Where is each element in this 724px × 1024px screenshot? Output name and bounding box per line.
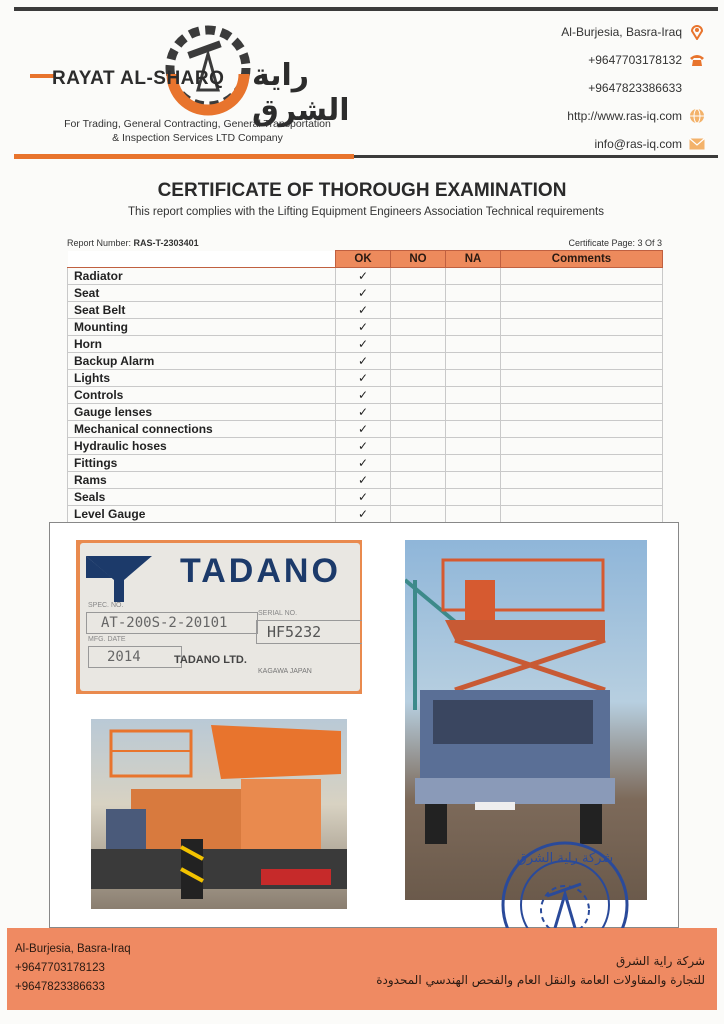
cell-comments: [501, 489, 663, 506]
cell-na: [446, 302, 501, 319]
table-row: [68, 353, 663, 370]
table-row: [68, 370, 663, 387]
cell-item: Level Gauge: [68, 506, 336, 523]
footer-phone-2: +9647823386633: [15, 981, 105, 993]
table-row: [68, 455, 663, 472]
cell-na: [446, 455, 501, 472]
cell-comments: [501, 336, 663, 353]
crane-truck-illustration: [91, 719, 347, 909]
nameplate-spec-label: SPEC. NO.: [88, 602, 124, 609]
stamp-text-ar: شركة راية الشرق: [516, 851, 614, 866]
cell-na: [446, 506, 501, 523]
cell-ok: ✓: [336, 472, 391, 489]
cell-na: [446, 489, 501, 506]
report-number-label: Report Number:: [67, 238, 132, 248]
globe-icon: [688, 107, 706, 125]
table-row: [68, 472, 663, 489]
tadano-logo-icon: [84, 554, 154, 604]
cell-item: Seals: [68, 489, 336, 506]
cell-ok: ✓: [336, 302, 391, 319]
cell-item: Lights: [68, 370, 336, 387]
address-text: Al-Burjesia, Basra-Iraq: [561, 25, 682, 39]
cell-comments: [501, 268, 663, 285]
cell-na: [446, 336, 501, 353]
phone-2-text: +9647823386633: [588, 81, 682, 95]
cell-comments: [501, 438, 663, 455]
table-row: [68, 336, 663, 353]
cell-no: [391, 353, 446, 370]
cell-ok: ✓: [336, 438, 391, 455]
nameplate-maker: TADANO LTD.: [174, 654, 247, 666]
cell-no: [391, 455, 446, 472]
page-footer: [7, 928, 717, 1010]
cell-na: [446, 438, 501, 455]
nameplate-serial-label: SERIAL NO.: [258, 610, 298, 617]
table-row: [68, 489, 663, 506]
footer-phone-1: +9647703178123: [15, 962, 105, 974]
header-no: NO: [391, 251, 446, 268]
cell-ok: ✓: [336, 421, 391, 438]
phone-icon: [688, 51, 706, 69]
table-row: [68, 319, 663, 336]
table-row: [68, 387, 663, 404]
cell-na: [446, 387, 501, 404]
cell-ok: ✓: [336, 336, 391, 353]
cell-no: [391, 421, 446, 438]
phone-1-text: +9647703178132: [588, 53, 682, 67]
nameplate-spec-no: AT-200S-2-20101: [86, 612, 258, 634]
certificate-page: Certificate Page: 3 Of 3: [568, 238, 662, 248]
cell-na: [446, 268, 501, 285]
cell-item: Horn: [68, 336, 336, 353]
cell-ok: ✓: [336, 319, 391, 336]
report-number: [67, 238, 199, 248]
company-tagline: [45, 117, 350, 145]
table-row: [68, 421, 663, 438]
cell-item: Backup Alarm: [68, 353, 336, 370]
cell-no: [391, 268, 446, 285]
cell-no: [391, 404, 446, 421]
inspection-table: [67, 250, 663, 523]
cell-na: [446, 353, 501, 370]
cell-no: [391, 438, 446, 455]
footer-arabic-line-2: للتجارة والمقاولات العامة والنقل العام والفحص الهندسي المحدودة: [376, 973, 705, 987]
table-row: [68, 438, 663, 455]
cell-item: Mounting: [68, 319, 336, 336]
cell-item: Seat Belt: [68, 302, 336, 319]
cell-ok: ✓: [336, 404, 391, 421]
cell-na: [446, 404, 501, 421]
nameplate-photo: [76, 540, 362, 694]
cell-comments: [501, 319, 663, 336]
cell-ok: ✓: [336, 268, 391, 285]
header-separator: [14, 154, 718, 159]
cell-item: Gauge lenses: [68, 404, 336, 421]
company-name-en: RAYAT AL-SHARQ: [52, 68, 225, 89]
crane-truck-photo: [91, 719, 347, 909]
email-link[interactable]: info@ras-iq.com: [594, 137, 682, 151]
nameplate-brand: TADANO: [180, 552, 341, 590]
company-logo: [30, 16, 360, 126]
cell-no: [391, 319, 446, 336]
cell-ok: ✓: [336, 489, 391, 506]
cell-no: [391, 336, 446, 353]
cell-item: Radiator: [68, 268, 336, 285]
cell-no: [391, 506, 446, 523]
cell-ok: ✓: [336, 387, 391, 404]
cell-comments: [501, 370, 663, 387]
cell-comments: [501, 285, 663, 302]
envelope-icon: [688, 135, 706, 153]
cell-item: Rams: [68, 472, 336, 489]
cell-na: [446, 285, 501, 302]
nameplate-serial-no: HF5232: [256, 620, 362, 644]
cell-item: Mechanical connections: [68, 421, 336, 438]
cell-no: [391, 387, 446, 404]
table-row: [68, 285, 663, 302]
cell-comments: [501, 404, 663, 421]
website-link[interactable]: http://www.ras-iq.com: [567, 109, 682, 123]
cell-ok: ✓: [336, 353, 391, 370]
footer-address: Al-Burjesia, Basra-Iraq: [15, 943, 131, 955]
contact-block: [466, 18, 706, 158]
top-rule: [14, 7, 718, 11]
footer-arabic-line-1: شركة راية الشرق: [616, 954, 705, 968]
cell-comments: [501, 421, 663, 438]
cell-na: [446, 421, 501, 438]
cell-na: [446, 472, 501, 489]
cell-no: [391, 489, 446, 506]
certificate-subtitle: This report complies with the Lifting Equipment Engineers Association Technical requirements: [127, 206, 604, 218]
cell-no: [391, 370, 446, 387]
table-row: [68, 506, 663, 523]
cell-comments: [501, 302, 663, 319]
cell-comments: [501, 455, 663, 472]
cell-comments: [501, 472, 663, 489]
footer-contact: [15, 940, 131, 997]
cell-no: [391, 302, 446, 319]
cell-no: [391, 285, 446, 302]
cell-item: Controls: [68, 387, 336, 404]
header-item-blank: [68, 251, 336, 268]
table-header-row: [68, 251, 663, 268]
header-ok: OK: [336, 251, 391, 268]
table-row: [68, 268, 663, 285]
cell-no: [391, 472, 446, 489]
cell-na: [446, 319, 501, 336]
company-name-ar: راية الشرق: [252, 58, 350, 128]
cell-comments: [501, 387, 663, 404]
header-comments: Comments: [501, 251, 663, 268]
cell-item: Fittings: [68, 455, 336, 472]
table-row: [68, 302, 663, 319]
report-number-value: RAS-T-2303401: [133, 238, 199, 248]
nameplate-date: 2014: [88, 646, 182, 668]
cell-comments: [501, 506, 663, 523]
cell-na: [446, 370, 501, 387]
table-row: [68, 404, 663, 421]
footer-arabic: [376, 952, 705, 990]
tagline-line-1: For Trading, General Contracting, General Transportation: [64, 118, 331, 130]
cell-ok: ✓: [336, 455, 391, 472]
cell-comments: [501, 353, 663, 370]
nameplate-maker-location: KAGAWA JAPAN: [258, 668, 312, 675]
cell-ok: ✓: [336, 506, 391, 523]
location-pin-icon: [688, 23, 706, 41]
cell-ok: ✓: [336, 370, 391, 387]
nameplate-date-label: MFG. DATE: [88, 636, 126, 643]
spacer-icon: [688, 79, 706, 97]
tagline-line-2: & Inspection Services LTD Company: [112, 132, 283, 144]
cell-item: Seat: [68, 285, 336, 302]
header-na: NA: [446, 251, 501, 268]
cell-item: Hydraulic hoses: [68, 438, 336, 455]
cell-ok: ✓: [336, 285, 391, 302]
certificate-title: CERTIFICATE OF THOROUGH EXAMINATION: [157, 180, 567, 201]
